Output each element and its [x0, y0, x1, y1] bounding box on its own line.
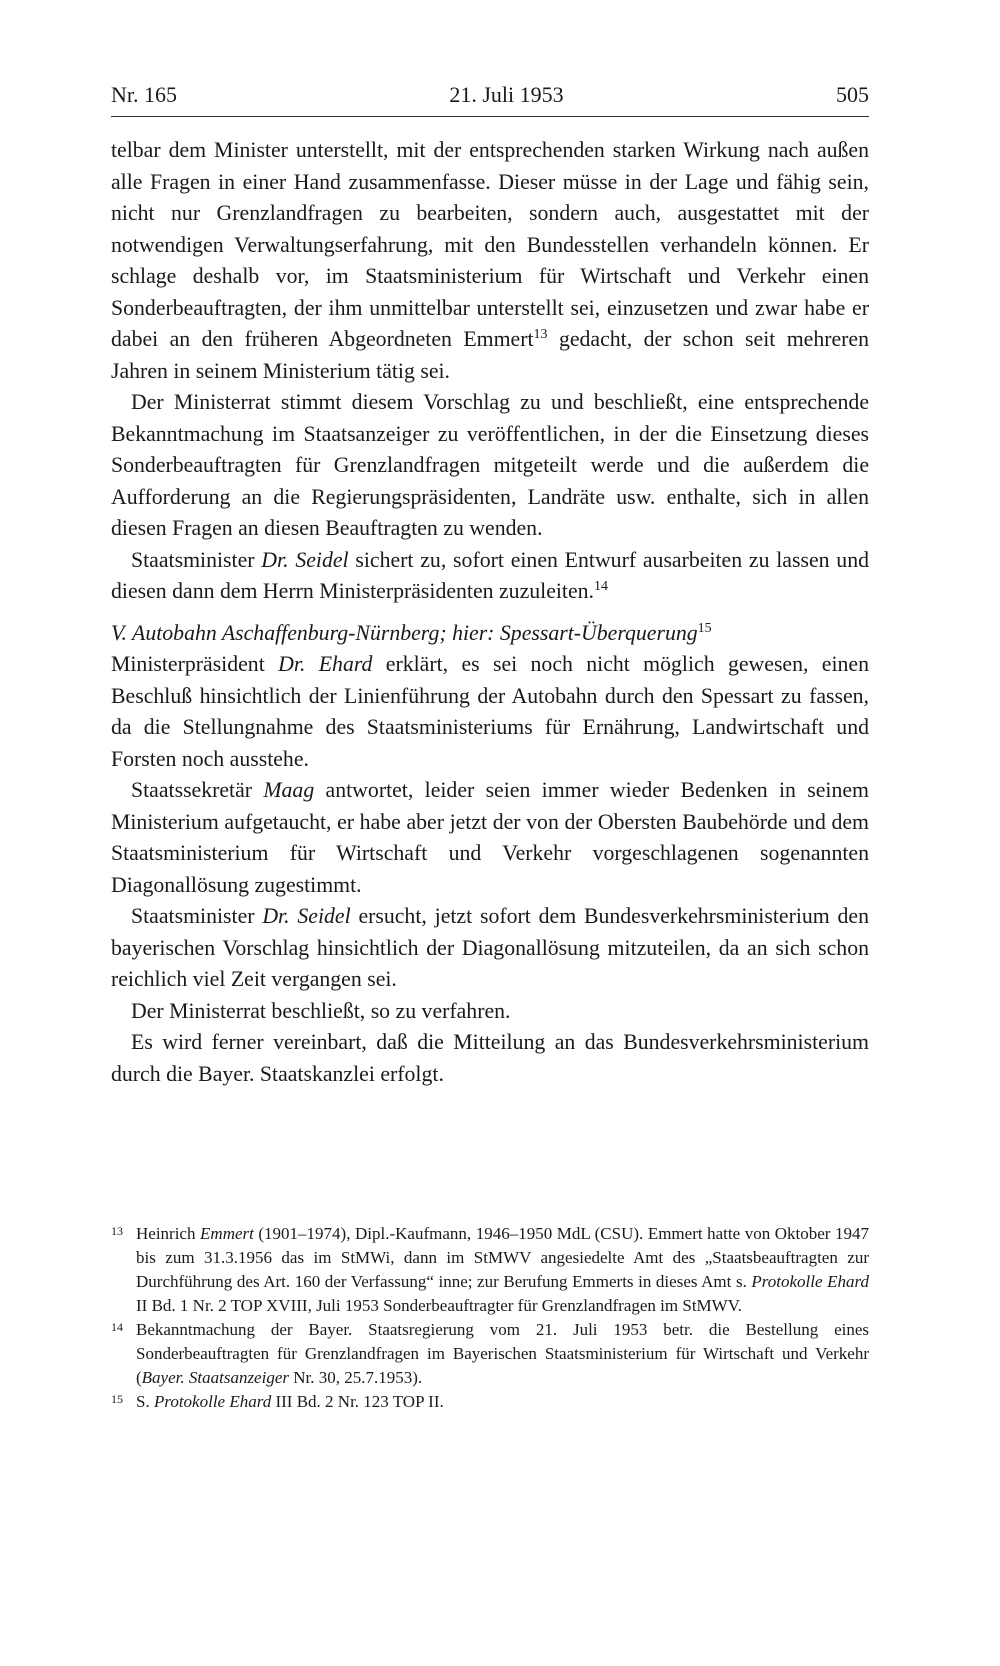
paragraph-text: gedacht, der schon seit mehreren Jahren in seinem Ministerium tätig sei.	[111, 327, 870, 383]
paragraph-seidel-draft	[111, 545, 869, 608]
footnote-number: 13	[111, 1224, 123, 1238]
footnote-text	[136, 1390, 869, 1414]
document-number: Nr. 165	[111, 82, 177, 107]
speaker-name: Maag	[263, 778, 315, 802]
paragraph-continuation	[111, 135, 869, 387]
paragraph-text: Es wird ferner vereinbart, daß die Mitteilung an das Bundesverkehrsministerium durch die Bayer. Staatskanzlei erfolgt.	[111, 1030, 869, 1086]
paragraph-text: telbar dem Minister unterstellt, mit der entsprechenden starken Wirkung nach außen alle Fragen in einer Hand zusammenfasse. Dieser müsse in der Lage und fähig sein, nicht nur Grenzlandfragen zu bearbeiten, sondern auch, ausgestattet mit der notwendigen Verwaltungserfahrung, mit den Bundesstellen verhandeln können. Er schlage deshalb vor, im Staatsministerium für Wirtschaft und Verkehr einen Sonderbeauftragten, der ihm unmittelbar unterstellt sei, einzusetzen und zwar habe er dabei an den früheren Abgeordneten Emmert	[111, 138, 869, 351]
paragraph-text: Ministerpräsident	[111, 652, 279, 676]
footnote-text-part: II Bd. 1 Nr. 2 TOP XVIII, Juli 1953 Sonderbeauftragter für Grenzlandfragen im StMWV.	[136, 1296, 743, 1315]
paragraph-text: antwortet, leider seien immer wieder Bedenken in seinem Ministerium aufgetaucht, er habe aber jetzt der von der Obersten Baubehörde und dem Staatsministerium für Wirtschaft und Verkehr vorgeschlagenen sogenannten Diagonallösung zugestimmt.	[111, 778, 870, 897]
body-text	[111, 135, 869, 1090]
footnote-text-part: Bekanntmachung der Bayer. Staatsregierung vom 21. Juli 1953 betr. die Bestellung eines Sonderbeauftragten für Grenzlandfragen im Bayerischen Staatsministerium für Wirtschaft und Verkehr (	[136, 1320, 869, 1387]
person-name: Emmert	[200, 1224, 254, 1243]
footnote-number: 15	[111, 1392, 123, 1406]
paragraph-maag	[111, 775, 869, 901]
footnote-number: 14	[111, 1320, 123, 1334]
paragraph-text: Staatsminister	[131, 547, 262, 572]
paragraph-text: erklärt, es sei noch nicht möglich gewesen, einen Beschluß hinsichtlich der Linienführung der Autobahn durch den Spessart zu fassen, da die Stellungnahme des Staatsministeriums für Ernährung, Landwirtschaft und Forsten noch ausstehe.	[111, 652, 870, 771]
footnote-ref-14[interactable]: 14	[594, 579, 609, 594]
paragraph-seidel-request	[111, 901, 869, 996]
paragraph-text: Staatsminister	[131, 904, 263, 928]
running-date: 21. Juli 1953	[449, 82, 564, 107]
footnote-15	[111, 1390, 869, 1414]
paragraph-text: Der Ministerrat beschließt, so zu verfahren.	[131, 998, 511, 1023]
paragraph-text: ersucht, jetzt sofort dem Bundesverkehrsministerium den bayerischen Vorschlag hinsichtlich der Diagonallösung mitzuteilen, da an sich schon reichlich viel Zeit vergangen sei.	[111, 904, 870, 991]
footnote-14	[111, 1318, 869, 1390]
paragraph-ehard	[111, 649, 869, 775]
footnote-text	[136, 1318, 869, 1390]
citation-title: Protokolle Ehard	[751, 1272, 869, 1291]
paragraph-resolution	[111, 996, 869, 1028]
footnote-text-part: Heinrich	[136, 1224, 201, 1243]
footnote-text-part: S.	[136, 1392, 154, 1411]
citation-title: Protokolle Ehard	[153, 1392, 272, 1411]
footnote-ref-15[interactable]: 15	[697, 620, 712, 636]
speaker-name: Dr. Seidel	[262, 904, 351, 928]
paragraph-agreement	[111, 1027, 869, 1090]
paragraph-ministerrat-decision	[111, 387, 869, 545]
paragraph-text: Staatssekretär	[131, 778, 264, 802]
running-head	[111, 80, 869, 117]
footnotes	[111, 1222, 869, 1414]
paragraph-text: Der Ministerrat stimmt diesem Vorschlag zu und beschließt, eine entsprechende Bekanntmachung im Staatsanzeiger zu veröffentlichen, in der die Einsetzung dieses Sonderbeauftragten für Grenzlandfragen mitgeteilt werde und die außerdem die Aufforderung an die Regierungspräsidenten, Landräte usw. enthalte, sich in allen diesen Fragen an diesen Beauftragten zu wenden.	[111, 390, 869, 540]
paragraph-text: sichert zu, sofort einen Entwurf ausarbeiten zu lassen und diesen dann dem Herrn Ministerpräsidenten zuzuleiten.	[111, 547, 869, 603]
footnote-ref-13[interactable]: 13	[533, 327, 548, 342]
speaker-name: Dr. Ehard	[278, 652, 373, 676]
footnote-text	[136, 1222, 869, 1318]
speaker-name: Dr. Seidel	[261, 547, 349, 572]
section-heading	[111, 618, 869, 650]
page	[111, 80, 869, 1090]
footnote-text-part: (1901–1974), Dipl.-Kaufmann, 1946–1950 MdL (CSU). Emmert hatte von Oktober 1947 bis zum 31.3.1956 das im StMWi, dann im StMWV angesiedelte Amt des „Staatsbeauftragten zur Durchführung des Art. 160 der Verfassung“ inne; zur Berufung Emmerts in dieses Amt s.	[136, 1224, 869, 1291]
page-number: 505	[835, 82, 869, 107]
footnote-13	[111, 1222, 869, 1318]
citation-title: Bayer. Staatsanzeiger	[141, 1368, 289, 1387]
footnote-text-part: Nr. 30, 25.7.1953).	[289, 1368, 423, 1387]
footnote-text-part: III Bd. 2 Nr. 123 TOP II.	[271, 1392, 444, 1411]
section-heading-text: V. Autobahn Aschaffenburg-Nürnberg; hier: Spessart-Überquerung	[111, 620, 698, 645]
